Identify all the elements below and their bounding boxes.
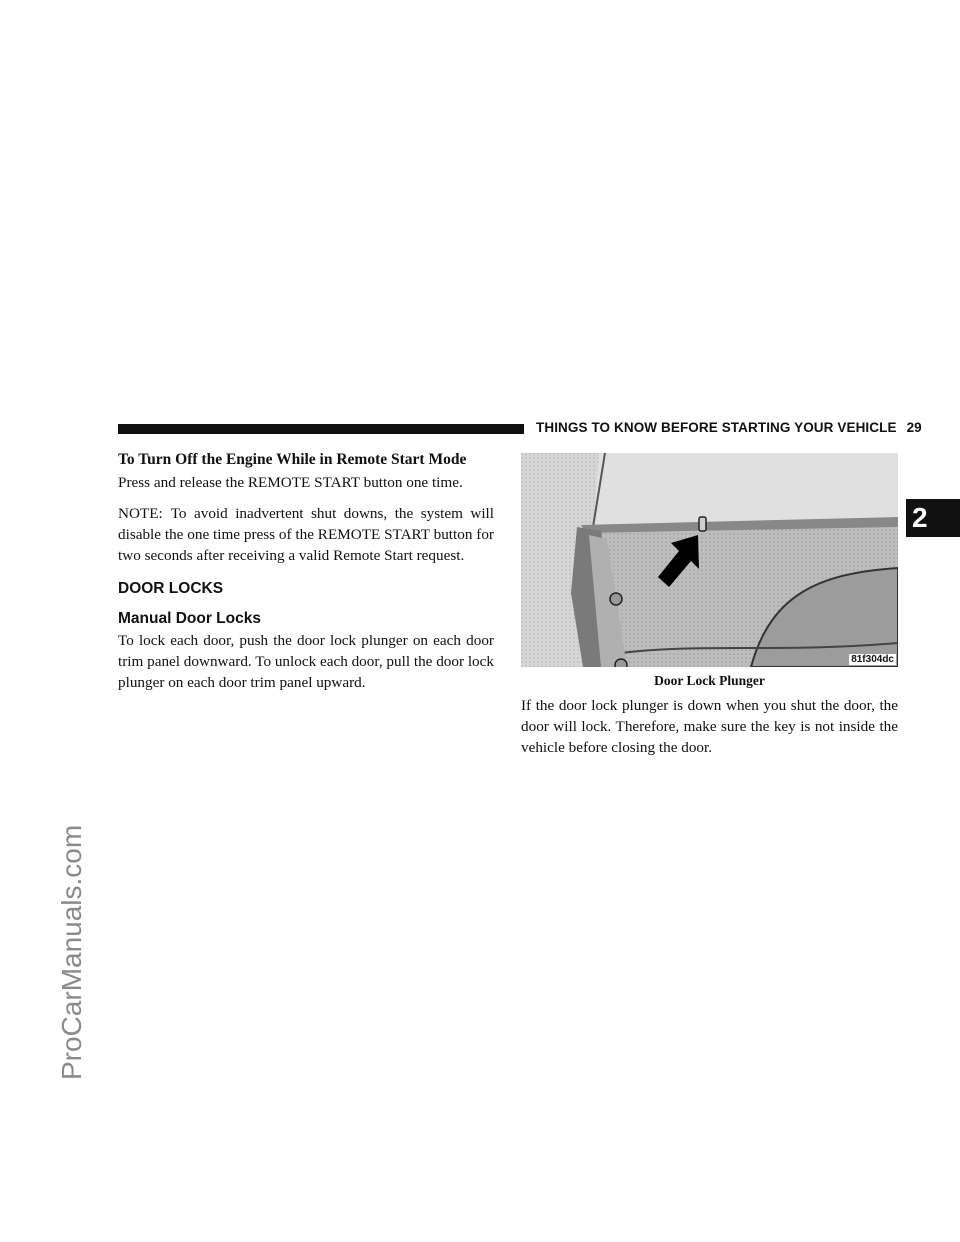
chapter-tab: 2 [906,499,960,537]
right-column [521,453,898,758]
note-paragraph [118,503,494,566]
remote-start-heading: To Turn Off the Engine While in Remote Start Mode [118,451,467,468]
watermark [56,824,126,1080]
door-lock-paragraph: If the door lock plunger is down when you shut the door, the door will lock. Therefore, make sure the key is not inside the vehicle before closing the door. [521,697,898,756]
door-lock-figure [521,453,898,667]
section-heading: DOOR LOCKS [118,580,224,597]
note-text: To avoid inadvertent shut downs, the system will disable the one time press of the REMOTE START button for two seconds after receiving a valid Remote Start request. [118,505,494,564]
watermark-text: ProCarManuals.com [56,824,87,1080]
page-number: 29 [906,420,922,435]
running-header [536,420,922,435]
manual-locks-paragraph: To lock each door, push the door lock plunger on each door trim panel downward. To unlock each door, pull the door lock plunger on each door trim panel upward. [118,632,494,691]
remote-start-paragraph: Press and release the REMOTE START button one time. [118,474,463,491]
figure-caption: Door Lock Plunger [654,673,765,688]
left-column [118,450,494,693]
figure-code: 81f304dc [851,654,894,665]
door-panel-illustration [521,453,898,667]
header-rule [118,424,524,434]
note-label: NOTE: [118,505,163,522]
subsection-heading: Manual Door Locks [118,610,261,627]
header-title: THINGS TO KNOW BEFORE STARTING YOUR VEHICLE [536,420,897,435]
